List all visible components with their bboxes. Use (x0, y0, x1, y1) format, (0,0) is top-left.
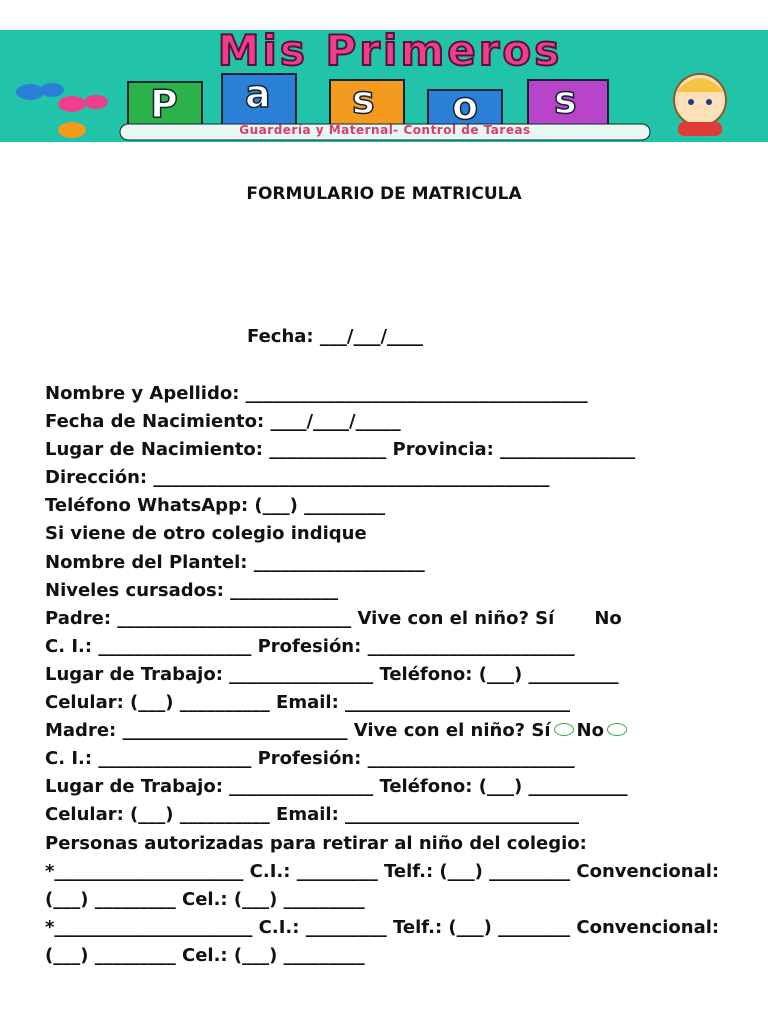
person1-line-b[interactable]: (___) _________ Cel.: (___) _________ (45, 888, 365, 910)
birth-place-field[interactable]: Lugar de Nacimiento: _____________ Provincia: _______________ (45, 439, 636, 461)
baby-icon (674, 74, 726, 136)
father-id-field[interactable]: C. I.: _________________ Profesión: _______________________ (45, 635, 575, 657)
form-title: FORMULARIO DE MATRICULA (246, 184, 522, 204)
banner-subtitle: Guardería y Maternal- Control de Tareas (239, 123, 531, 137)
date-field[interactable]: Fecha: ___/___/____ (247, 326, 424, 347)
name-field[interactable]: Nombre y Apellido: ______________________________________ (45, 383, 588, 404)
block-letter: s (554, 78, 577, 122)
logo-title: Mis Primeros (217, 30, 563, 75)
block-letter: o (452, 84, 479, 128)
block-letter: a (245, 72, 271, 116)
mother-work-field[interactable]: Lugar de Trabajo: ________________ Teléfono: (___) ___________ (45, 776, 628, 798)
block-letter: P (150, 82, 178, 126)
school-name-field[interactable]: Nombre del Plantel: ___________________ (45, 551, 425, 573)
father-no-label[interactable]: No (594, 607, 622, 629)
mother-field[interactable]: Madre: _________________________ Vive con el niño? Sí (45, 720, 551, 742)
father-work-field[interactable]: Lugar de Trabajo: ________________ Teléfono: (___) __________ (45, 663, 619, 685)
header-banner (0, 30, 768, 142)
address-field[interactable]: Dirección: ____________________________________________ (45, 467, 550, 489)
footprints-icon (16, 83, 108, 138)
mother-no-label: No (576, 720, 604, 742)
father-cell-field[interactable]: Celular: (___) __________ Email: _________________________ (45, 692, 571, 714)
other-school-label: Si viene de otro colegio indique (45, 523, 367, 545)
whatsapp-field[interactable]: Teléfono WhatsApp: (___) _________ (45, 495, 386, 517)
person1-line-a[interactable]: *_____________________ C.I.: _________ Telf.: (___) _________ Convencional: (45, 860, 720, 882)
form-body (45, 380, 745, 970)
father-row (45, 605, 745, 633)
levels-field[interactable]: Niveles cursados: ____________ (45, 579, 339, 601)
person2-line-b[interactable]: (___) _________ Cel.: (___) _________ (45, 944, 365, 966)
birth-date-field[interactable]: Fecha de Nacimiento: ____/____/_____ (45, 411, 401, 433)
father-field[interactable]: Padre: __________________________ Vive con el niño? Sí (45, 607, 555, 629)
block-letter: s (352, 78, 375, 122)
mother-cell-field[interactable]: Celular: (___) __________ Email: __________________________ (45, 804, 580, 826)
mother-yes-radio[interactable] (554, 723, 574, 736)
mother-row (45, 717, 745, 745)
person2-line-a[interactable]: *______________________ C.I.: _________ Telf.: (___) ________ Convencional: (45, 916, 720, 938)
mother-no-radio[interactable] (607, 723, 627, 736)
authorized-label: Personas autorizadas para retirar al niño del colegio: (45, 832, 587, 854)
mother-id-field[interactable]: C. I.: _________________ Profesión: _______________________ (45, 748, 575, 770)
